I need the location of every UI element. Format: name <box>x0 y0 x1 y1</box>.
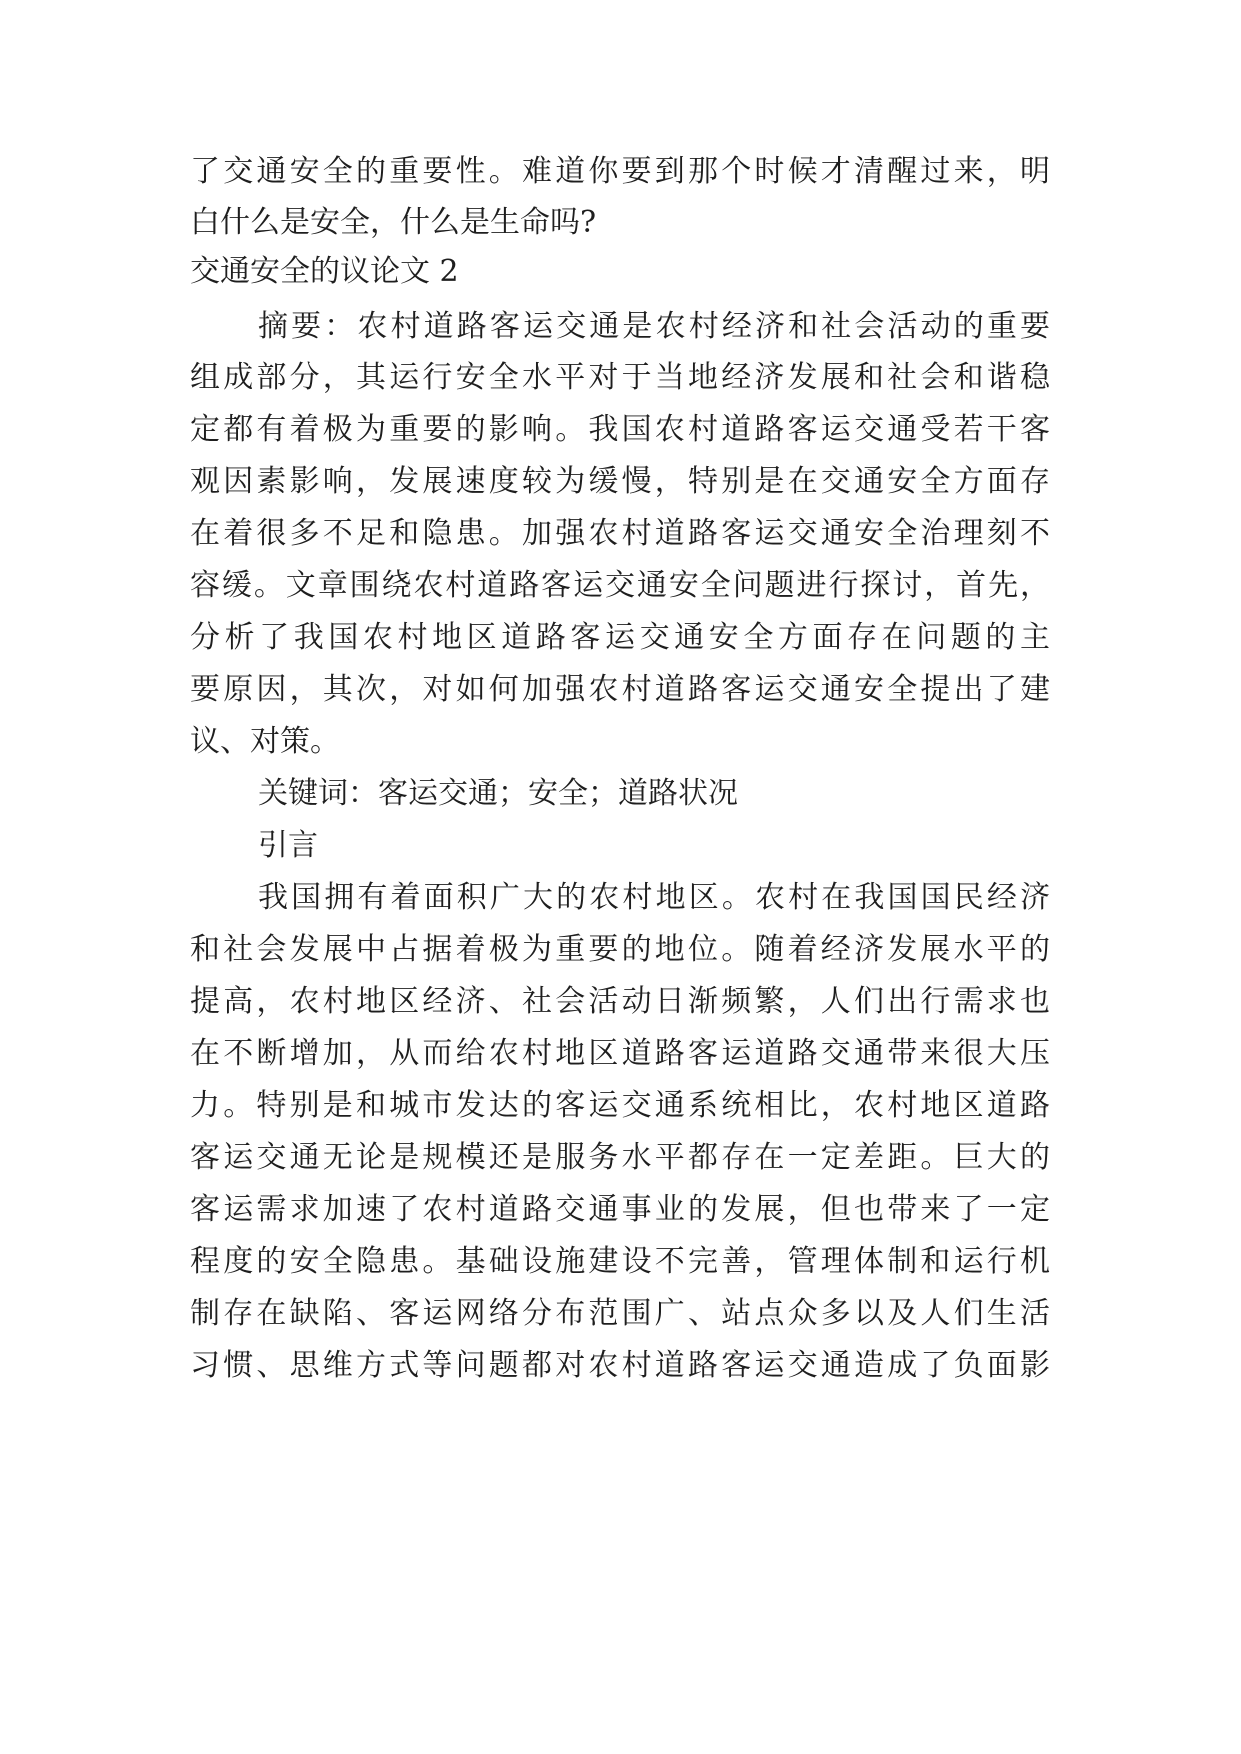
intro-line: 程度的安全隐患。基础设施建设不完善，管理体制和运行机 <box>190 1244 1050 1279</box>
text-line: 白什么是安全，什么是生命吗? <box>190 205 597 240</box>
abstract-line: 要原因，其次，对如何加强农村道路客运交通安全提出了建 <box>190 672 1050 707</box>
intro-line: 客运需求加速了农村道路交通事业的发展，但也带来了一定 <box>190 1192 1050 1227</box>
intro-line: 我国拥有着面积广大的农村地区。农村在我国国民经济 <box>258 880 1050 915</box>
abstract-line: 分析了我国农村地区道路客运交通安全方面存在问题的主 <box>190 620 1050 655</box>
intro-line: 在不断增加，从而给农村地区道路客运道路交通带来很大压 <box>190 1036 1050 1071</box>
intro-line: 客运交通无论是规模还是服务水平都存在一定差距。巨大的 <box>190 1140 1050 1175</box>
abstract-line: 观因素影响，发展速度较为缓慢，特别是在交通安全方面存 <box>190 464 1050 499</box>
intro-line: 习惯、思维方式等问题都对农村道路客运交通造成了负面影 <box>190 1348 1050 1383</box>
abstract-line: 容缓。文章围绕农村道路客运交通安全问题进行探讨，首先， <box>190 568 1050 603</box>
intro-line: 和社会发展中占据着极为重要的地位。随着经济发展水平的 <box>190 932 1050 967</box>
abstract-line: 摘要：农村道路客运交通是农村经济和社会活动的重要 <box>258 309 1050 344</box>
intro-line: 制存在缺陷、客运网络分布范围广、站点众多以及人们生活 <box>190 1296 1050 1331</box>
abstract-line: 定都有着极为重要的影响。我国农村道路客运交通受若干客 <box>190 412 1050 447</box>
section-title: 交通安全的议论文 2 <box>190 254 459 289</box>
abstract-line: 组成部分，其运行安全水平对于当地经济发展和社会和谐稳 <box>190 360 1050 395</box>
abstract-line: 在着很多不足和隐患。加强农村道路客运交通安全治理刻不 <box>190 516 1050 551</box>
text-line: 了交通安全的重要性。难道你要到那个时候才清醒过来，明 <box>190 154 1050 189</box>
intro-line: 力。特别是和城市发达的客运交通系统相比，农村地区道路 <box>190 1088 1050 1123</box>
abstract-line: 议、对策。 <box>190 724 340 759</box>
intro-line: 提高，农村地区经济、社会活动日渐频繁，人们出行需求也 <box>190 984 1050 1019</box>
intro-heading: 引言 <box>258 828 318 863</box>
keywords-line: 关键词：客运交通；安全；道路状况 <box>258 776 738 811</box>
